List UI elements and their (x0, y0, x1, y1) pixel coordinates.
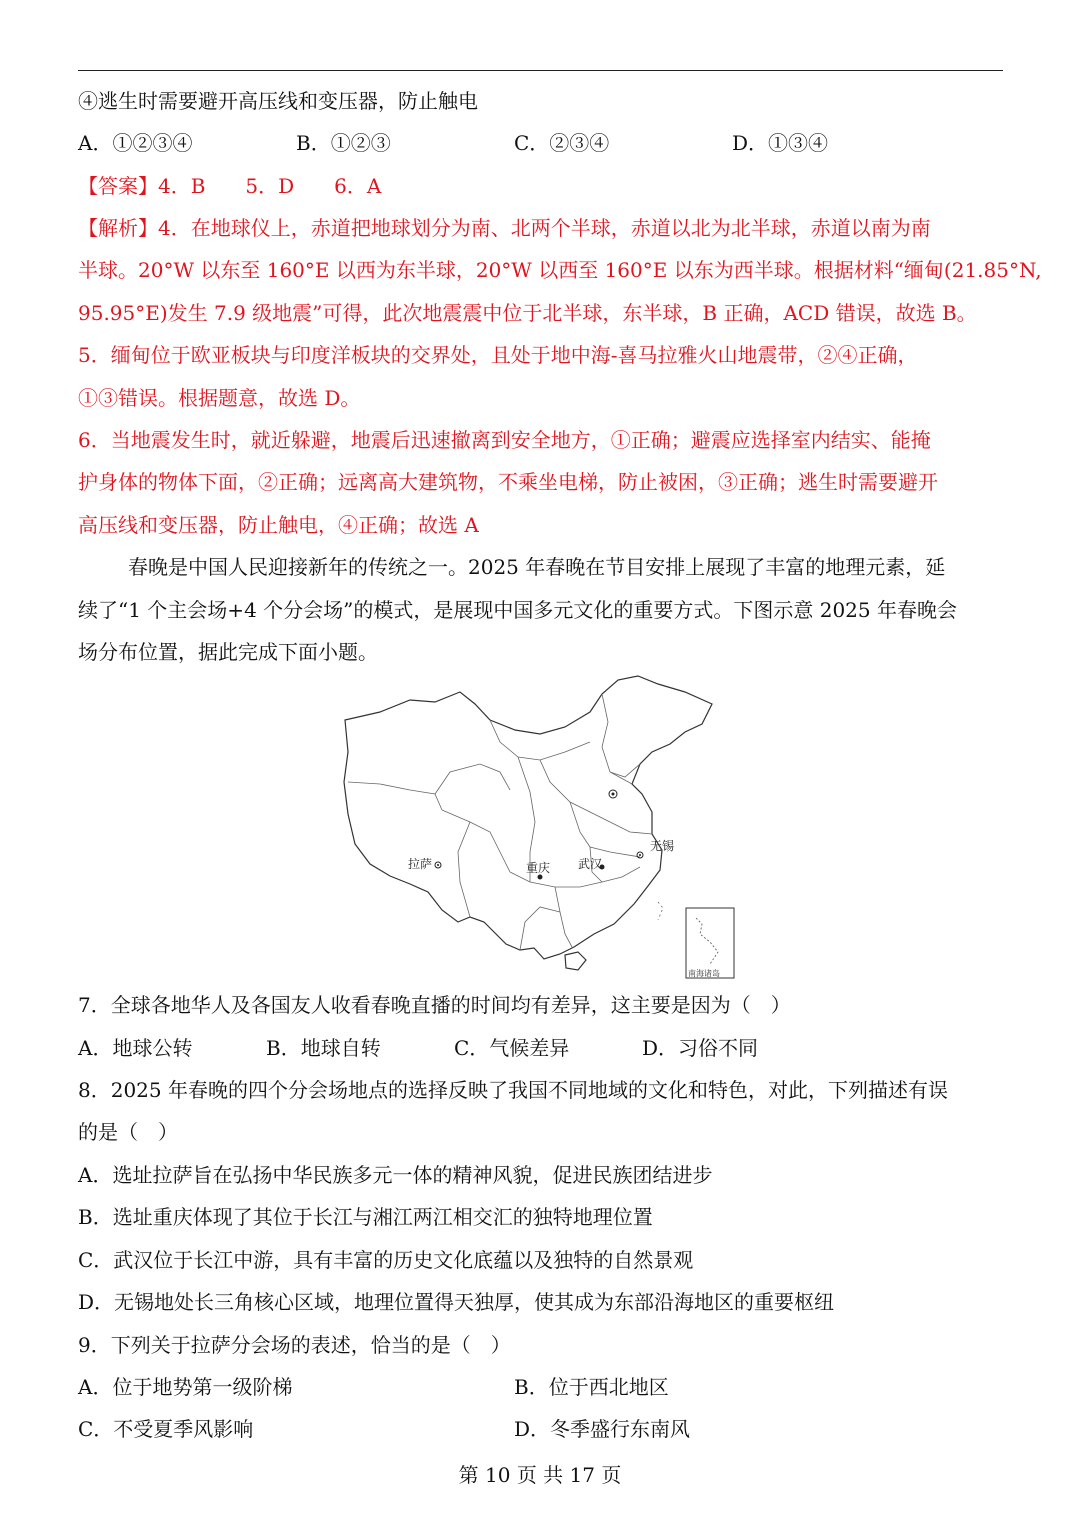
lhasa-label: 拉萨 (408, 857, 433, 871)
analysis-line: 6．当地震发生时，就近躲避，地震后迅速撤离到安全地方，①正确；避震应选择室内结实、能掩 (78, 428, 931, 452)
q9-option-c: C．不受夏季风影响 (78, 1417, 254, 1441)
analysis-line: 95.95°E)发生 7.9 级地震”可得，此次地震震中位于北半球，东半球，B 正确，ACD 错误，故选 B。 (78, 301, 977, 325)
coast-dash (658, 902, 663, 920)
q9-option-b: B．位于西北地区 (514, 1375, 669, 1399)
south-china-sea-inset (686, 908, 734, 978)
q8-option-a: A．选址拉萨旨在弘扬中华民族多元一体的精神风貌，促进民族团结进步 (78, 1163, 713, 1187)
q7-option-d: D．习俗不同 (642, 1036, 759, 1060)
intro-line: 场分布位置，据此完成下面小题。 (78, 640, 378, 664)
wuhan-label: 武汉 (578, 857, 603, 871)
prev-item-4: ④逃生时需要避开高压线和变压器，防止触电 (78, 89, 478, 113)
q8-stem-cont: 的是（ ） (78, 1120, 178, 1144)
analysis-line: 【解析】4．在地球仪上，赤道把地球划分为南、北两个半球，赤道以北为北半球，赤道以南为南 (78, 216, 931, 240)
q8-option-b: B．选址重庆体现了其位于长江与湘江两江相交汇的独特地理位置 (78, 1205, 653, 1229)
answer-line: 【答案】4．B 5．D 6．A (78, 174, 382, 198)
q8-stem: 8．2025 年春晚的四个分会场地点的选择反映了我国不同地域的文化和特色，对此，下列描述有误 (78, 1078, 948, 1102)
q9-option-d: D．冬季盛行东南风 (514, 1417, 691, 1441)
chongqing-marker (538, 875, 543, 880)
prev-option-d: D．①③④ (732, 131, 829, 155)
inset-label: 南海诸岛 (688, 969, 720, 978)
q7-stem: 7．全球各地华人及各国友人收看春晚直播的时间均有差异，这主要是因为（ ） (78, 993, 791, 1017)
intro-line: 续了“1 个主会场+4 个分会场”的模式，是展现中国多元文化的重要方式。下图示意 2025 年春晚会 (78, 598, 957, 622)
chongqing-label: 重庆 (526, 861, 551, 875)
q8-option-d: D．无锡地处长三角核心区域，地理位置得天独厚，使其成为东部沿海地区的重要枢纽 (78, 1290, 835, 1314)
province-borders (348, 694, 652, 950)
analysis-line: 5．缅甸位于欧亚板块与印度洋板块的交界处，且处于地中海-喜马拉雅火山地震带，②④正确， (78, 343, 918, 367)
q9-option-a: A．位于地势第一级阶梯 (78, 1375, 293, 1399)
wuxi-label: 无锡 (650, 839, 675, 853)
prev-option-a: A．①②③④ (78, 131, 193, 155)
analysis-line: 护身体的物体下面，②正确；远离高大建筑物，不乘坐电梯，防止被困，③正确；逃生时需要避开 (78, 470, 938, 494)
page-footer: 第 10 页 共 17 页 (458, 1463, 622, 1487)
prev-option-c: C．②③④ (514, 131, 610, 155)
q8-option-c: C．武汉位于长江中游，具有丰富的历史文化底蕴以及独特的自然景观 (78, 1248, 694, 1272)
capital-dot (612, 793, 615, 796)
analysis-line: ①③错误。根据题意，故选 D。 (78, 386, 361, 410)
analysis-line: 高压线和变压器，防止触电，④正确；故选 A (78, 513, 479, 537)
header-rule (78, 70, 1003, 71)
intro-line: 春晚是中国人民迎接新年的传统之一。2025 年春晚在节目安排上展现了丰富的地理元素，延 (128, 555, 946, 579)
china-outline (344, 676, 712, 970)
prev-option-b: B．①②③ (296, 131, 391, 155)
q7-option-c: C．气候差异 (454, 1036, 570, 1060)
china-venue-map (340, 672, 740, 982)
q9-stem: 9．下列关于拉萨分会场的表述，恰当的是（ ） (78, 1333, 511, 1357)
q7-option-b: B．地球自转 (266, 1036, 381, 1060)
analysis-line: 半球。20°W 以东至 160°E 以西为东半球，20°W 以西至 160°E 以东为西半球。根据材料“缅甸(21.85°N, (78, 258, 1042, 282)
q7-option-a: A．地球公转 (78, 1036, 193, 1060)
inset-frame (686, 908, 734, 978)
